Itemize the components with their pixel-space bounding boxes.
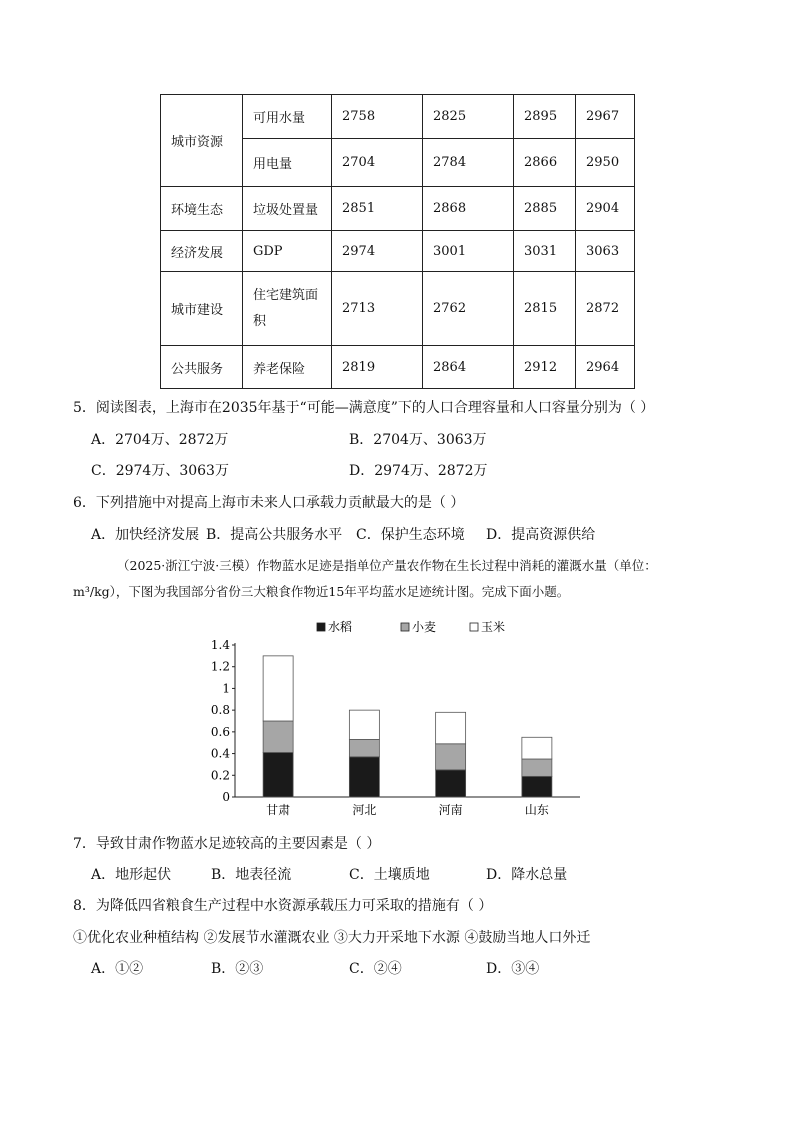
indicator-cell: 住宅建筑面积 [243,272,332,346]
indicator-cell: 可用水量 [243,95,332,139]
category-cell: 经济发展 [161,231,243,272]
q8-statements: ①优化农业种植结构 ②发展节水灌溉农业 ③大力开采地下水源 ④鼓励当地人口外迁 [73,930,591,946]
bar-segment [349,757,379,797]
table-row [161,272,635,346]
passage-line-2: m³/kg），下图为我国部分省份三大粮食作物近15年平均蓝水足迹统计图。完成下面小题。 [73,584,570,599]
value-cell: 2825 [423,95,514,139]
table-row [161,231,635,272]
value-cell: 2912 [514,346,576,389]
q8-option-b[interactable]: B．②③ [211,961,264,977]
bar-segment [436,770,466,797]
y-tick-label: 0.8 [210,703,230,718]
legend-swatch [470,623,478,631]
q6-option-c[interactable]: C．保护生态环境 [356,527,465,543]
value-cell: 2866 [514,139,576,187]
value-cell: 2784 [423,139,514,187]
question-5: 5．阅读图表，上海市在2035年基于“可能—满意度”下的人口合理容量和人口容量分别为（ ） [73,400,655,416]
y-tick-label: 1.4 [210,638,230,652]
value-cell: 2851 [332,187,423,231]
bar-segment [263,752,293,797]
y-tick-label: 1.2 [210,659,230,674]
value-cell: 2815 [514,272,576,346]
value-cell: 2864 [423,346,514,389]
y-tick-label: 1 [222,681,230,696]
passage-line-1: （2025·浙江宁波·三模）作物蓝水足迹是指单位产量农作物在生长过程中消耗的灌溉水量（单位： [117,558,657,573]
category-cell: 城市资源 [161,95,243,187]
legend-swatch [317,623,325,631]
x-tick-label: 河北 [352,803,377,817]
legend-swatch [401,623,409,631]
question-6: 6．下列措施中对提高上海市未来人口承载力贡献最大的是（ ） [73,495,465,511]
bar-segment [522,776,552,797]
value-cell: 2762 [423,272,514,346]
value-cell: 2950 [576,139,635,187]
value-cell: 2974 [332,231,423,272]
blue-water-footprint-chart [200,615,600,825]
value-cell: 3001 [423,231,514,272]
x-tick-label: 甘肃 [266,803,291,817]
y-tick-label: 0 [222,790,230,804]
bar-segment [436,712,466,743]
question-8: 8．为降低四省粮食生产过程中水资源承载压力可采取的措施有（ ） [73,898,493,914]
q5-option-a[interactable]: A．2704万、2872万 [91,432,229,448]
q5-option-d[interactable]: D．2974万、2872万 [349,463,488,479]
value-cell: 2868 [423,187,514,231]
data-table [160,94,635,389]
value-cell: 2758 [332,95,423,139]
bar-segment [263,656,293,721]
q6-option-d[interactable]: D．提高资源供给 [486,527,596,543]
table-row [161,95,635,139]
legend-label: 小麦 [412,620,437,634]
q5-option-c[interactable]: C．2974万、3063万 [91,463,229,479]
value-cell: 2872 [576,272,635,346]
y-tick-label: 0.4 [210,746,230,761]
q8-option-d[interactable]: D．③④ [486,961,540,977]
q6-option-a[interactable]: A．加快经济发展 [91,527,200,543]
bar-segment [436,744,466,770]
value-cell: 2967 [576,95,635,139]
value-cell: 2713 [332,272,423,346]
value-cell: 3031 [514,231,576,272]
value-cell: 3063 [576,231,635,272]
value-cell: 2904 [576,187,635,231]
indicator-cell: 垃圾处置量 [243,187,332,231]
bar-segment [349,710,379,739]
category-cell: 公共服务 [161,346,243,389]
q6-option-b[interactable]: B．提高公共服务水平 [206,527,343,543]
x-tick-label: 河南 [438,803,463,817]
q7-option-b[interactable]: B．地表径流 [211,867,292,883]
q8-option-a[interactable]: A．①② [91,961,144,977]
value-cell: 2819 [332,346,423,389]
y-tick-label: 0.6 [210,724,230,739]
value-cell: 2964 [576,346,635,389]
legend-label: 水稻 [328,620,353,634]
indicator-cell: 养老保险 [243,346,332,389]
y-tick-label: 0.2 [210,768,230,783]
passage-intro [73,556,773,602]
question-7: 7．导致甘肃作物蓝水足迹较高的主要因素是（ ） [73,836,381,852]
q8-option-c[interactable]: C．②④ [349,961,402,977]
table-row [161,187,635,231]
q7-option-a[interactable]: A．地形起伏 [91,867,172,883]
value-cell: 2895 [514,95,576,139]
x-tick-label: 山东 [524,803,549,817]
category-cell: 环境生态 [161,187,243,231]
legend-label: 玉米 [481,620,506,634]
category-cell: 城市建设 [161,272,243,346]
bar-segment [522,759,552,776]
q7-option-c[interactable]: C．土壤质地 [349,867,430,883]
bar-segment [522,737,552,759]
table-row [161,346,635,389]
bar-segment [349,739,379,756]
value-cell: 2704 [332,139,423,187]
indicator-cell: GDP [243,231,332,272]
q5-option-b[interactable]: B．2704万、3063万 [349,432,487,448]
q7-option-d[interactable]: D．降水总量 [486,867,568,883]
indicator-cell: 用电量 [243,139,332,187]
value-cell: 2885 [514,187,576,231]
bar-segment [263,721,293,752]
